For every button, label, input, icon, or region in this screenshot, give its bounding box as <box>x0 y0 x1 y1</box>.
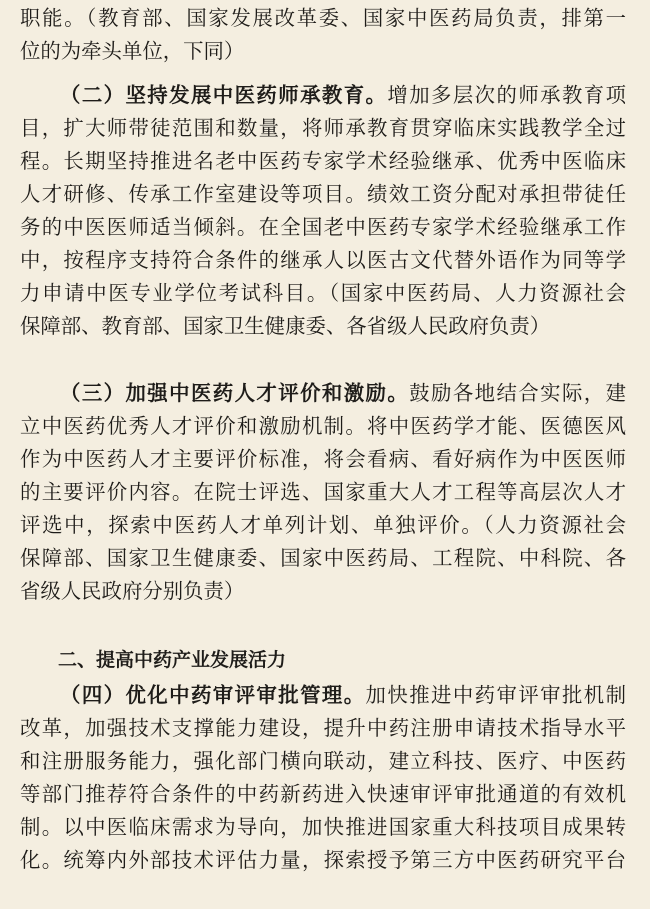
text-line: 务的中医医师适当倾斜。在全国老中医药专家学术经验继承工作 <box>20 215 626 239</box>
text-line: 位的为牵头单位，下同） <box>20 39 245 63</box>
text-line: 力申请中医专业学位考试科目。（国家中医药局、人力资源社会 <box>20 281 626 305</box>
paragraph-heading: （二）坚持发展中医药师承教育。 <box>60 83 388 107</box>
paragraph-first-line-text: 加快推进中药审评审批机制 <box>365 683 627 707</box>
text-line: 和注册服务能力，强化部门横向联动，建立科技、医疗、中医药 <box>20 749 626 773</box>
text-line: 中，按程序支持符合条件的继承人以医古文代替外语作为同等学 <box>20 248 626 272</box>
text-line: 省级人民政府分别负责） <box>20 579 245 603</box>
text-line: 作为中医药人才主要评价标准，将会看病、看好病作为中医医师 <box>20 447 626 471</box>
paragraph-first-line <box>60 83 626 107</box>
text-line: 制。以中医临床需求为导向，加快推进国家重大科技项目成果转 <box>20 815 626 839</box>
paragraph-heading: （三）加强中医药人才评价和激励。 <box>60 381 410 405</box>
section-heading: 二、提高中药产业发展活力 <box>58 649 287 671</box>
text-line: 化。统筹内外部技术评估力量，探索授予第三方中医药研究平台 <box>20 848 626 872</box>
text-line: 立中医药优秀人才评价和激励机制。将中医药学才能、医德医风 <box>20 414 626 438</box>
text-line: 的主要评价内容。在院士评选、国家重大人才工程等高层次人才 <box>20 480 626 504</box>
paragraph-first-line-text: 增加多层次的师承教育项 <box>387 83 627 107</box>
text-line: 等部门推荐符合条件的中药新药进入快速审评审批通道的有效机 <box>20 782 626 806</box>
text-line: 保障部、教育部、国家卫生健康委、各省级人民政府负责） <box>20 314 551 338</box>
paragraph-first-line-text: 鼓励各地结合实际，建 <box>409 381 627 405</box>
text-line: 人才研修、传承工作室建设等项目。绩效工资分配对承担带徒任 <box>20 182 626 206</box>
paragraph-first-line <box>60 683 626 707</box>
text-line: 程。长期坚持推进名老中医药专家学术经验继承、优秀中医临床 <box>20 149 626 173</box>
paragraph-heading: （四）优化中药审评审批管理。 <box>60 683 366 707</box>
text-line: 评选中，探索中医药人才单列计划、单独评价。（人力资源社会 <box>20 513 626 537</box>
text-line: 职能。（教育部、国家发展改革委、国家中医药局负责，排第一 <box>20 6 626 30</box>
paragraph-first-line <box>60 381 626 405</box>
text-line: 目，扩大师带徒范围和数量，将师承教育贯穿临床实践教学全过 <box>20 116 626 140</box>
text-line: 保障部、国家卫生健康委、国家中医药局、工程院、中科院、各 <box>20 546 626 570</box>
text-line: 改革，加强技术支撑能力建设，提升中药注册申请技术指导水平 <box>20 716 626 740</box>
